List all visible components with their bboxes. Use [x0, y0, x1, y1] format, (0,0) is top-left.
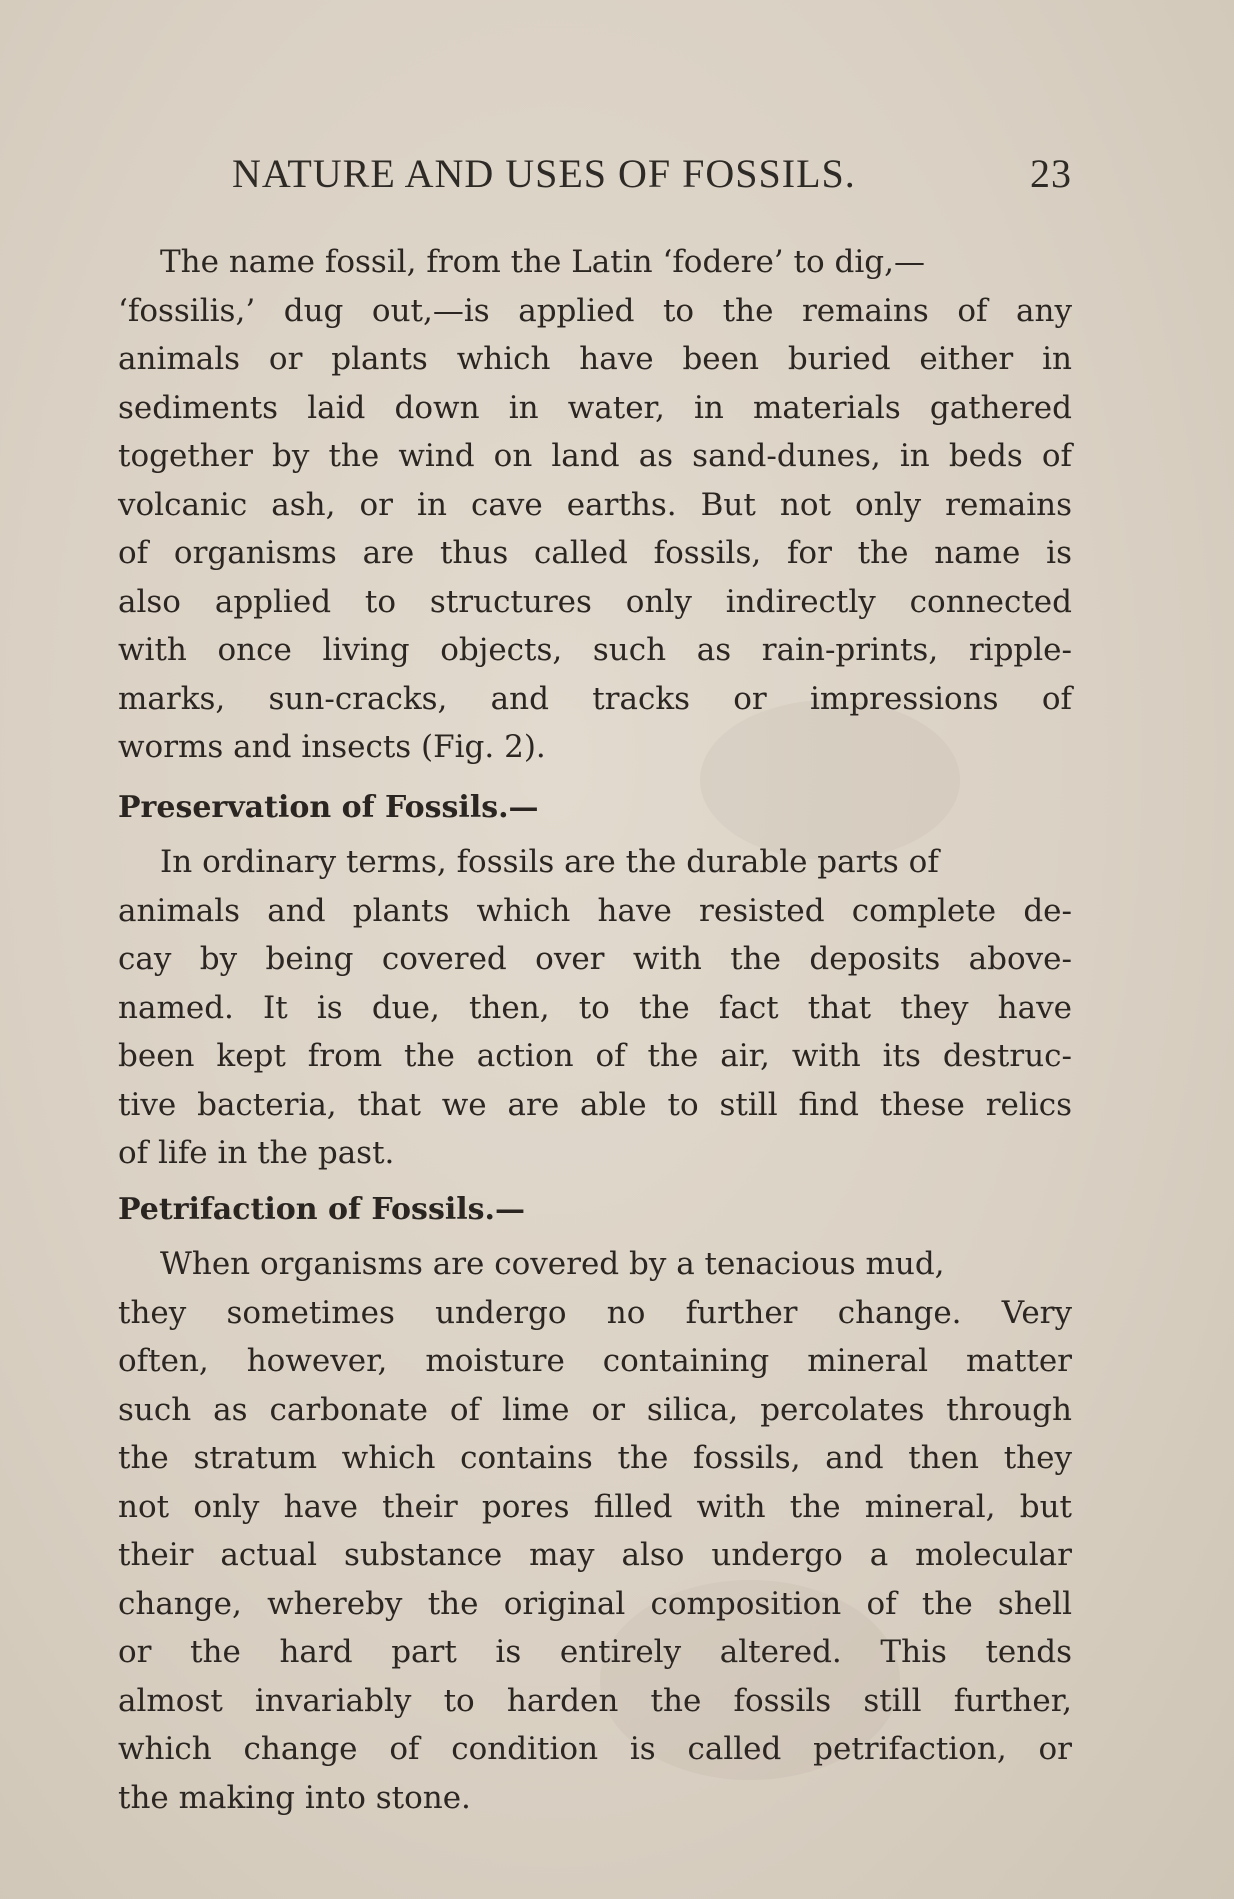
text-line-content: When organisms are covered by a tenacious mud, — [160, 1246, 945, 1282]
intro-paragraph — [118, 238, 1072, 772]
section-heading-preservation: Preservation of Fossils.— — [118, 790, 539, 825]
text-line: named. It is due, then, to the fact that they have — [118, 989, 1072, 1026]
text-line: marks, sun-cracks, and tracks or impressions of — [118, 680, 1072, 717]
text-line: with once living objects, such as rain-prints, ripple- — [118, 632, 1072, 668]
text-line: not only have their pores filled with the mineral, but — [118, 1488, 1072, 1525]
text-line: of life in the past. — [118, 1135, 395, 1171]
text-line: also applied to structures only indirectly connected — [118, 583, 1072, 620]
text-line — [118, 238, 1072, 287]
header-title: NATURE AND USES OF FOSSILS. — [232, 151, 856, 196]
text-line: or the hard part is entirely altered. This tends — [118, 1634, 1072, 1670]
text-line-content: The name fossil, from the Latin ‘fodere’ to dig,— — [160, 244, 925, 280]
text-line: together by the wind on land as sand-dunes, in beds of — [118, 438, 1072, 474]
text-line: the making into stone. — [118, 1779, 471, 1816]
preservation-paragraph — [118, 838, 1072, 1178]
text-line: change, whereby the original composition of the shell — [118, 1585, 1072, 1622]
text-line: animals and plants which have resisted complete de- — [118, 892, 1072, 929]
text-line: of organisms are thus called fossils, for the name is — [118, 535, 1072, 571]
text-line: their actual substance may also undergo a molecular — [118, 1537, 1072, 1573]
text-line-content: In ordinary terms, fossils are the durable parts of — [160, 844, 939, 880]
text-line: worms and insects (Fig. 2). — [118, 729, 546, 765]
text-line: they sometimes undergo no further change. Very — [118, 1294, 1072, 1331]
text-line: which change of condition is called petrifaction, or — [118, 1731, 1072, 1767]
running-header — [232, 150, 1072, 200]
text-line: ‘fossilis,’ dug out,—is applied to the remains of any — [118, 292, 1072, 329]
text-line: been kept from the action of the air, with its destruc- — [118, 1038, 1072, 1074]
text-line: tive bacteria, that we are able to still find these relics — [118, 1086, 1072, 1123]
text-line — [118, 1240, 1072, 1289]
text-line: the stratum which contains the fossils, and then they — [118, 1440, 1072, 1476]
text-line: almost invariably to harden the fossils still further, — [118, 1682, 1072, 1719]
petrifaction-paragraph — [118, 1240, 1072, 1822]
page-number: 23 — [1030, 151, 1072, 196]
text-line: such as carbonate of lime or silica, percolates through — [118, 1391, 1072, 1428]
text-line — [118, 838, 1072, 887]
text-line: volcanic ash, or in cave earths. But not only remains — [118, 486, 1072, 523]
text-line: sediments laid down in water, in materials gathered — [118, 389, 1072, 426]
section-heading-petrifaction: Petrifaction of Fossils.— — [118, 1192, 525, 1227]
text-line: cay by being covered over with the deposits above- — [118, 941, 1072, 977]
text-line: often, however, moisture containing mineral matter — [118, 1343, 1072, 1379]
text-line: animals or plants which have been buried either in — [118, 341, 1072, 377]
